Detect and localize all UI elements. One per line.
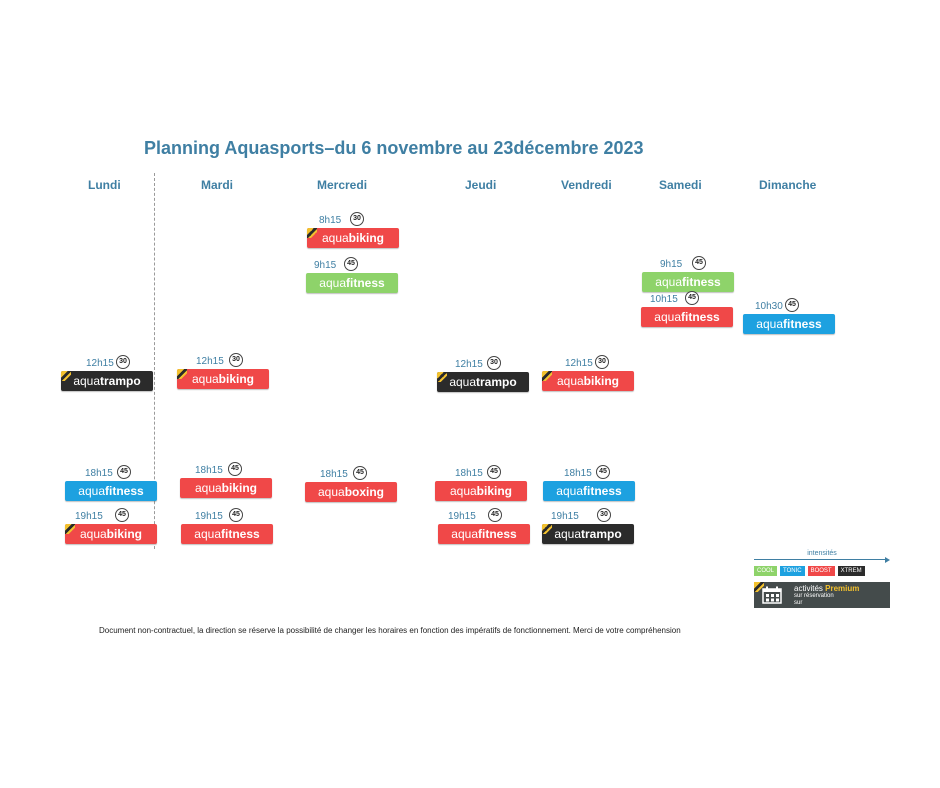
premium-ribbon-icon bbox=[65, 524, 75, 534]
activity-badge bbox=[435, 481, 527, 501]
session-time-line bbox=[437, 356, 529, 372]
session-time-line bbox=[306, 257, 398, 273]
activity-name: biking bbox=[218, 372, 255, 386]
activity-name: fitness bbox=[681, 310, 720, 324]
session-slot bbox=[177, 353, 269, 389]
activity-prefix: aqua bbox=[449, 375, 477, 389]
activity-prefix: aqua bbox=[73, 374, 101, 388]
disclaimer: Document non-contractuel, la direction se réserve la possibilité de changer les horaires en fonction des impératifs de fonctionnement. Merci de votre compréhension bbox=[99, 626, 681, 635]
intensity-arrow-icon bbox=[754, 557, 890, 563]
session-time-line bbox=[305, 466, 397, 482]
activity-badge bbox=[305, 482, 397, 502]
legend-title: intensités bbox=[807, 550, 837, 557]
premium-ribbon-icon bbox=[542, 524, 552, 534]
session-slot bbox=[61, 355, 153, 391]
activity-name: biking bbox=[476, 484, 513, 498]
activity-name: boxing bbox=[344, 485, 385, 499]
session-time: 18h15 bbox=[564, 468, 592, 479]
activity-badge bbox=[65, 524, 157, 544]
session-time-line bbox=[543, 465, 635, 481]
page-title: Planning Aquasports–du 6 novembre au 23décembre 2023 bbox=[144, 138, 644, 158]
legend-tonic: TONIC bbox=[780, 566, 805, 576]
duration-icon: 45 bbox=[692, 256, 706, 270]
activity-name: trampo bbox=[100, 374, 141, 388]
premium-label bbox=[794, 584, 859, 593]
duration-icon: 45 bbox=[115, 508, 129, 522]
activity-badge bbox=[543, 481, 635, 501]
activity-badge bbox=[542, 524, 634, 544]
session-time-line bbox=[435, 465, 527, 481]
activity-badge bbox=[542, 371, 634, 391]
session-time: 18h15 bbox=[85, 468, 113, 479]
session-time: 9h15 bbox=[660, 259, 683, 270]
session-time-line bbox=[307, 212, 399, 228]
activity-badge bbox=[65, 481, 157, 501]
duration-icon: 45 bbox=[344, 257, 358, 271]
session-slot bbox=[65, 508, 157, 544]
session-slot bbox=[305, 466, 397, 502]
session-time: 18h15 bbox=[195, 465, 223, 476]
activity-name: fitness bbox=[682, 275, 721, 289]
activity-prefix: aqua bbox=[78, 484, 105, 498]
session-slot bbox=[181, 508, 273, 544]
premium-note bbox=[794, 593, 834, 607]
session-time-line bbox=[177, 353, 269, 369]
activity-prefix: aqua bbox=[554, 527, 582, 541]
session-time: 18h15 bbox=[455, 468, 483, 479]
activity-name: fitness bbox=[478, 527, 517, 541]
activity-badge bbox=[306, 273, 398, 293]
session-slot bbox=[743, 298, 835, 334]
activity-prefix: aqua bbox=[556, 484, 583, 498]
session-time-line bbox=[743, 298, 835, 314]
activity-badge bbox=[180, 478, 272, 498]
session-time-line bbox=[641, 291, 733, 307]
day-header-samedi: Samedi bbox=[659, 178, 702, 192]
day-header-dimanche: Dimanche bbox=[759, 178, 817, 192]
activity-name: biking bbox=[106, 527, 143, 541]
activity-prefix: aqua bbox=[449, 484, 477, 498]
day-header-lundi: Lundi bbox=[88, 178, 121, 192]
calendar-icon bbox=[762, 586, 782, 604]
duration-icon: 30 bbox=[350, 212, 364, 226]
activity-badge bbox=[61, 371, 153, 391]
duration-icon: 45 bbox=[353, 466, 367, 480]
activity-name: fitness bbox=[583, 484, 622, 498]
activity-badge bbox=[743, 314, 835, 334]
premium-ribbon-icon bbox=[542, 371, 552, 381]
session-slot bbox=[65, 465, 157, 501]
session-time: 10h15 bbox=[650, 294, 678, 305]
session-time-line bbox=[542, 508, 634, 524]
session-slot bbox=[180, 462, 272, 498]
activity-prefix: aqua bbox=[451, 527, 478, 541]
duration-icon: 45 bbox=[228, 462, 242, 476]
activity-name: fitness bbox=[346, 276, 385, 290]
activity-prefix: aqua bbox=[79, 527, 107, 541]
duration-icon: 45 bbox=[685, 291, 699, 305]
session-time: 18h15 bbox=[320, 469, 348, 480]
activity-badge bbox=[177, 369, 269, 389]
activity-prefix: aqua bbox=[756, 317, 783, 331]
session-time-line bbox=[542, 355, 634, 371]
session-slot bbox=[435, 465, 527, 501]
session-slot bbox=[542, 508, 634, 544]
session-time: 10h30 bbox=[755, 301, 783, 312]
session-slot bbox=[543, 465, 635, 501]
session-time-line bbox=[61, 355, 153, 371]
session-time: 12h15 bbox=[196, 356, 224, 367]
activity-prefix: aqua bbox=[194, 481, 222, 495]
session-time: 19h15 bbox=[448, 511, 476, 522]
session-time: 12h15 bbox=[455, 359, 483, 370]
day-header-mercredi: Mercredi bbox=[317, 178, 368, 192]
activity-name: biking bbox=[583, 374, 620, 388]
day-header-vendredi: Vendredi bbox=[561, 178, 612, 192]
activity-name: trampo bbox=[476, 375, 517, 389]
session-time-line bbox=[65, 508, 157, 524]
day-header-mardi: Mardi bbox=[201, 178, 234, 192]
activity-badge bbox=[307, 228, 399, 248]
activity-badge bbox=[642, 272, 734, 292]
session-time: 12h15 bbox=[565, 358, 593, 369]
premium-ribbon-icon bbox=[307, 228, 317, 238]
session-time: 9h15 bbox=[314, 260, 337, 271]
duration-icon: 30 bbox=[597, 508, 611, 522]
duration-icon: 30 bbox=[116, 355, 130, 369]
session-slot bbox=[542, 355, 634, 391]
activity-prefix: aqua bbox=[654, 310, 681, 324]
activity-name: fitness bbox=[105, 484, 144, 498]
session-time: 12h15 bbox=[86, 358, 114, 369]
activity-name: fitness bbox=[221, 527, 260, 541]
session-time-line bbox=[65, 465, 157, 481]
duration-icon: 30 bbox=[595, 355, 609, 369]
activity-name: biking bbox=[348, 231, 385, 245]
duration-icon: 30 bbox=[229, 353, 243, 367]
session-slot bbox=[307, 212, 399, 248]
session-slot bbox=[438, 508, 530, 544]
premium-ribbon-icon bbox=[177, 369, 187, 379]
activity-badge bbox=[437, 372, 529, 392]
activity-badge bbox=[181, 524, 273, 544]
premium-ribbon-icon bbox=[437, 372, 447, 382]
duration-icon: 45 bbox=[117, 465, 131, 479]
activity-prefix: aqua bbox=[655, 275, 682, 289]
activity-name: trampo bbox=[581, 527, 622, 541]
activity-prefix: aqua bbox=[191, 372, 219, 386]
activity-prefix: aqua bbox=[317, 485, 345, 499]
session-time: 19h15 bbox=[195, 511, 223, 522]
activity-prefix: aqua bbox=[319, 276, 346, 290]
duration-icon: 45 bbox=[488, 508, 502, 522]
session-time: 8h15 bbox=[319, 215, 342, 226]
session-time-line bbox=[642, 256, 734, 272]
activity-prefix: aqua bbox=[194, 527, 221, 541]
day-header-jeudi: Jeudi bbox=[465, 178, 497, 192]
session-time: 19h15 bbox=[75, 511, 103, 522]
premium-label-prefix: activités bbox=[794, 584, 823, 593]
session-slot bbox=[642, 256, 734, 292]
premium-ribbon-icon bbox=[61, 371, 71, 381]
legend-xtrem: XTREM bbox=[838, 566, 865, 576]
intensity-legend bbox=[754, 550, 890, 608]
duration-icon: 45 bbox=[596, 465, 610, 479]
session-slot bbox=[437, 356, 529, 392]
duration-icon: 30 bbox=[487, 356, 501, 370]
session-slot bbox=[641, 291, 733, 327]
duration-icon: 45 bbox=[785, 298, 799, 312]
activity-badge bbox=[641, 307, 733, 327]
premium-note-line1: sur réservation bbox=[794, 593, 834, 599]
session-time: 19h15 bbox=[551, 511, 579, 522]
activity-badge bbox=[438, 524, 530, 544]
session-time-line bbox=[181, 508, 273, 524]
duration-icon: 45 bbox=[229, 508, 243, 522]
activity-name: biking bbox=[221, 481, 258, 495]
premium-legend bbox=[754, 582, 890, 608]
duration-icon: 45 bbox=[487, 465, 501, 479]
activity-name: fitness bbox=[783, 317, 822, 331]
session-slot bbox=[306, 257, 398, 293]
premium-label-strong: Premium bbox=[825, 584, 860, 593]
session-time-line bbox=[180, 462, 272, 478]
legend-boost: BOOST bbox=[808, 566, 835, 576]
premium-note-line2: sur bbox=[794, 600, 803, 606]
legend-cool: COOL bbox=[754, 566, 777, 576]
activity-prefix: aqua bbox=[556, 374, 584, 388]
activity-prefix: aqua bbox=[321, 231, 349, 245]
session-time-line bbox=[438, 508, 530, 524]
